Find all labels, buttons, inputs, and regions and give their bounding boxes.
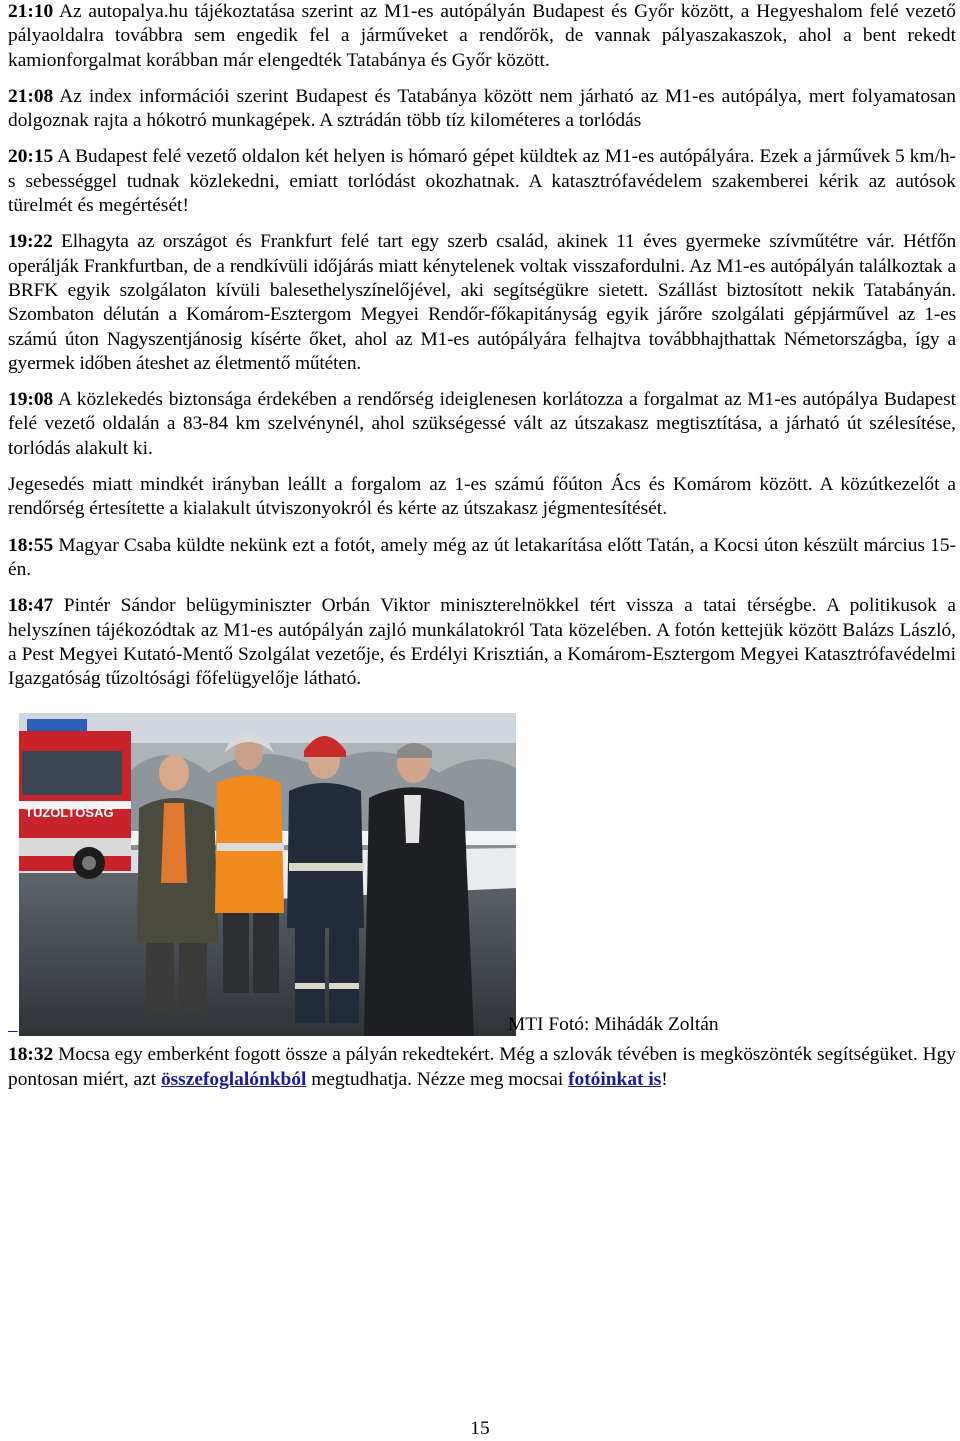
photos-link[interactable]: fotóinkat is (568, 1068, 662, 1090)
entry-text: ! (661, 1068, 668, 1090)
timestamp: 21:10 (8, 1, 54, 22)
document-page (8, 0, 956, 1092)
page-number: 15 (470, 1418, 490, 1439)
entry-text: A közlekedés biztonsága érdekében a rendőrség ideiglenesen korlátozza a forgalmat az M1-es autópálya Budapest felé vezető oldalán a 83-84 km szelvénynél, ahol szükségessé vált az útszakasz megtisztítása, a járható út szélesítése, torlódás alakult ki. (8, 389, 956, 459)
timestamp: 18:47 (8, 595, 54, 617)
photo-caption: MTI Fotó: Mihádák Zoltán (508, 1014, 719, 1036)
timestamp: 19:22 (8, 231, 53, 253)
entry-1922 (8, 230, 956, 376)
timestamp: 18:55 (8, 534, 54, 556)
entry-2110 (8, 0, 956, 73)
entry-text: A Budapest felé vezető oldalon két helyen is hómaró gépet küldtek az M1-es autópályára. Ezek a járművek 5 km/h-s sebességgel tudnak közlekedni, emiatt torlódást okozhatnak. A katasztrófavédelem szakemberei kérik az autósok türelmét és megértését! (8, 146, 956, 217)
entry-2015 (8, 145, 956, 218)
entry-text: Mocsa egy emberként fogott össze a pályán rekedtekért. Még a szlovák tévében is megköszönték segítségüket. Hgy pontosan miért, azt (8, 1044, 956, 1090)
truck-lettering: TŰZOLTÓSÁG (25, 805, 114, 821)
entry-1847 (8, 594, 956, 691)
entry-text: Magyar Csaba küldte nekünk ezt a fotót, amely még az út letakarítása előtt Tatán, a Kocsi úton készült március 15-én. (8, 534, 956, 580)
entry-text: Jegesedés miatt mindkét irányban leállt a forgalom az 1-es számú főúton Ács és Komárom között. A közútkezelőt a rendőrség értesítette a kialakult útviszonyokról és kérte az útszakasz jégmentesítését. (8, 474, 956, 520)
timestamp: 18:32 (8, 1044, 54, 1066)
entry-ice-closure (8, 473, 956, 522)
entry-1832 (8, 1043, 956, 1092)
photo-link-underline[interactable] (8, 1013, 18, 1037)
timestamp: 21:08 (8, 85, 54, 107)
timestamp: 20:15 (8, 146, 54, 168)
timestamp: 19:08 (8, 389, 54, 411)
entry-2108 (8, 85, 956, 134)
summary-link[interactable]: összefoglalónkból (160, 1068, 307, 1090)
entry-text: Pintér Sándor belügyminiszter Orbán Viktor miniszterelnökkel tért vissza a tatai térségbe. A politikusok a helyszínen tájékozódtak az M1-es autópályán zajló munkálatokról Tata közelében. A fotón kettejük között Balázs László, a Pest Megyei Kutató-Mentő Szolgálat vezetője, és Erdélyi Krisztián, a Komárom-Esztergom Megyei Katasztrófavédelmi Igazgatóság tűzoltósági főfelügyelője látható. (8, 595, 956, 690)
news-photo (19, 713, 516, 1036)
entry-text: Az autopalya.hu tájékoztatása szerint az M1-es autópályán Budapest és Győr között, a Hegyeshalom felé vezető pályaoldalra továbbra sem engedik fel a járműveket a rendőrök, de vannak pályaszakaszok, ahol a bent rekedt kamionforgalmat korábban már elengedték Tatabánya és Győr között. (8, 1, 956, 71)
entry-text: Elhagyta az országot és Frankfurt felé tart egy szerb család, akinek 11 éves gyermeke szívműtétre vár. Hétfőn operálják Frankfurtban, de a rendkívüli időjárás miatt kénytelenek voltak visszafordulni. Az M1-es autópályán találkoztak a BRFK egyik szolgálaton kívüli balesethelyszínelőjével, aki segítségükre sietett. Szállást biztosított nekik Tatabányán. Szombaton délután a Komárom-Esztergom Megyei Rendőr-főkapitányság egyik járőre szolgálati gépjárművel az 1-es számú úton Nagyszentjánosig kísérte őket, ahol az M1-es autópályára felhajtva továbbhajthattak Németországba, így a gyermek időben áteshet az életmentő műtéten. (8, 231, 956, 374)
entry-1855 (8, 534, 956, 583)
photo-figure (8, 713, 956, 1043)
entry-text: megtudhatja. Nézze meg mocsai (306, 1068, 569, 1090)
entry-text: Az index információi szerint Budapest és Tatabánya között nem járható az M1-es autópálya, mert folyamatosan dolgoznak rajta a hókotró munkagépek. A sztrádán több tíz kilométeres a torlódás (8, 85, 956, 132)
entry-1908 (8, 388, 956, 461)
